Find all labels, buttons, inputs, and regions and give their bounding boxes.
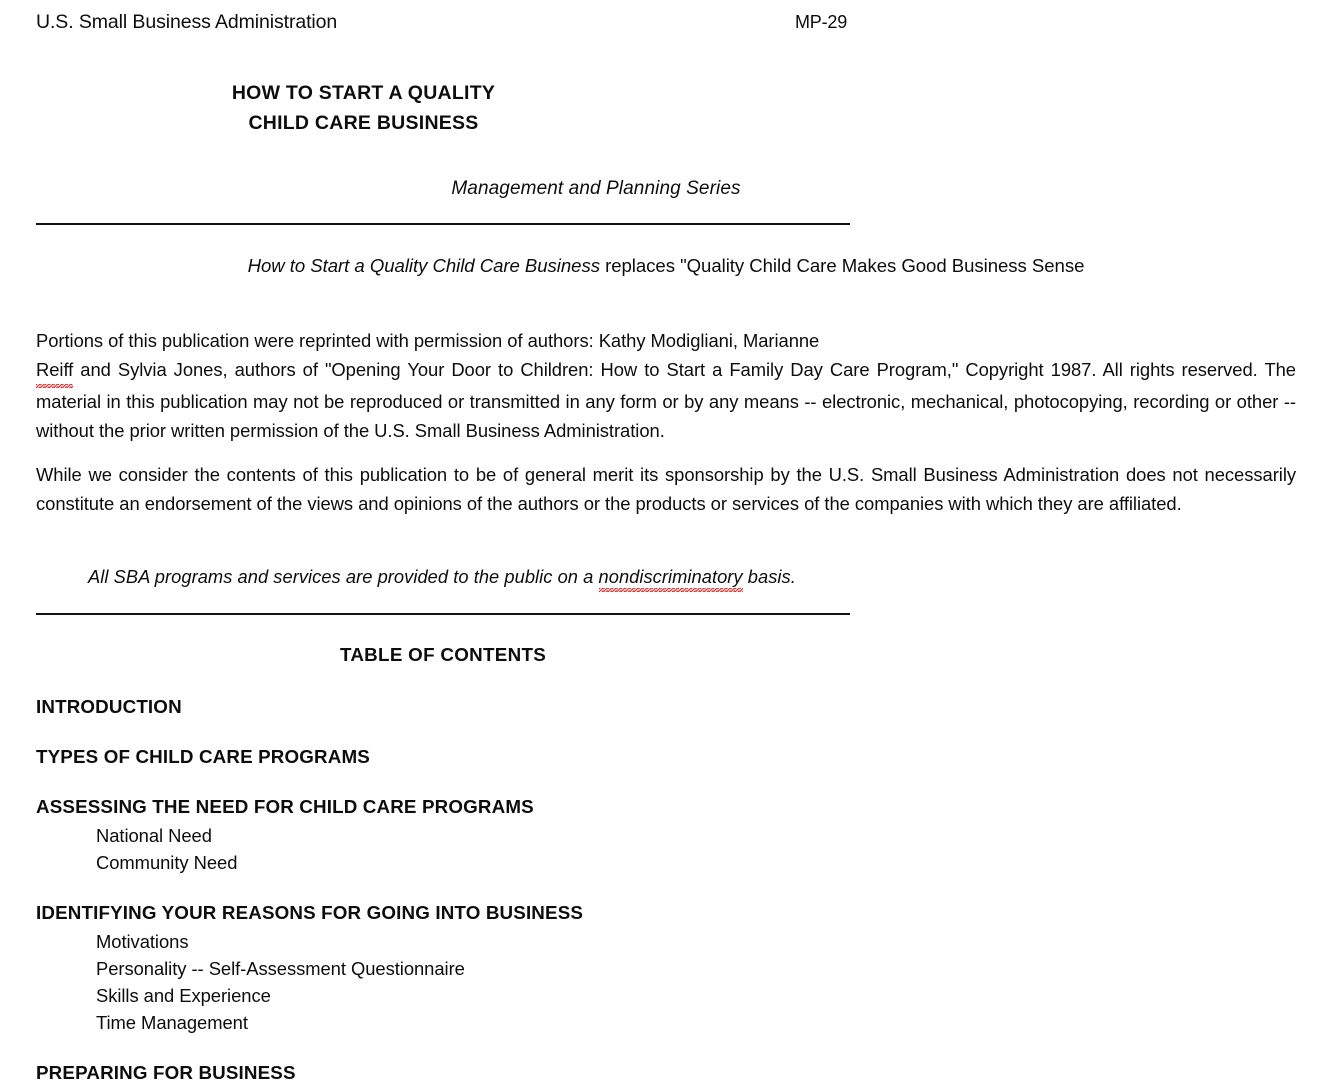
toc-group bbox=[36, 900, 936, 1036]
nondiscrimination-prefix: All SBA programs and services are provided to the public on a bbox=[88, 566, 599, 587]
table-of-contents bbox=[36, 694, 936, 1088]
document-title-block bbox=[36, 78, 691, 138]
toc-group bbox=[36, 1060, 936, 1086]
divider-rule-top bbox=[36, 223, 850, 225]
replaces-note bbox=[36, 255, 1296, 277]
misspelled-word-reiff[interactable]: Reiff bbox=[36, 356, 73, 389]
permission-first-line: Portions of this publication were reprinted with permission of authors: Kathy Modigliani, Marianne bbox=[36, 330, 820, 351]
toc-heading-introduction[interactable]: INTRODUCTION bbox=[36, 696, 182, 717]
document-code: MP-29 bbox=[795, 12, 848, 32]
toc-heading-preparing-for-business[interactable]: PREPARING FOR BUSINESS bbox=[36, 1062, 296, 1083]
toc-item-time-management[interactable]: Time Management bbox=[96, 1012, 248, 1033]
toc-heading-assessing-the-need[interactable]: ASSESSING THE NEED FOR CHILD CARE PROGRAMS bbox=[36, 796, 534, 817]
permission-paragraph bbox=[36, 327, 1296, 445]
nondiscrimination-note bbox=[88, 566, 796, 592]
disclaimer-paragraph: While we consider the contents of this publication to be of general merit its sponsorship by the U.S. Small Business Administration does not necessarily constitute an endorsement of the views and opinions of the authors or the products or services of the companies with which they are affiliated. bbox=[36, 464, 1296, 514]
table-of-contents-title: TABLE OF CONTENTS bbox=[339, 644, 547, 665]
permission-remainder: and Sylvia Jones, authors of "Opening Your Door to Children: How to Start a Family Day Care Program," Copyright 1987. All rights reserved. The material in this publication may not be reproduced or transmitted in any form or by any means -- electronic, mechanical, photocopying, recording or other -- without the prior written permission of the U.S. Small Business Administration. bbox=[36, 358, 1296, 441]
toc-group bbox=[36, 794, 936, 876]
toc-item-skills-and-experience[interactable]: Skills and Experience bbox=[96, 985, 271, 1006]
series-subtitle: Management and Planning Series bbox=[451, 178, 741, 199]
toc-heading-identifying-your-reasons[interactable]: IDENTIFYING YOUR REASONS FOR GOING INTO BUSINESS bbox=[36, 902, 584, 923]
toc-item-motivations[interactable]: Motivations bbox=[96, 931, 189, 952]
toc-group bbox=[36, 744, 936, 770]
replaces-note-rest: replaces "Quality Child Care Makes Good Business Sense bbox=[599, 255, 1085, 276]
misspelled-word-nondiscriminatory[interactable]: nondiscriminatory bbox=[599, 566, 743, 592]
toc-heading-types-of-child-care-programs[interactable]: TYPES OF CHILD CARE PROGRAMS bbox=[36, 746, 370, 767]
title-line-1: HOW TO START A QUALITY bbox=[231, 82, 496, 104]
running-head bbox=[36, 11, 1296, 37]
agency-name: U.S. Small Business Administration bbox=[36, 11, 338, 33]
toc-item-national-need[interactable]: National Need bbox=[96, 825, 212, 846]
toc-group bbox=[36, 694, 936, 720]
nondiscrimination-suffix: basis. bbox=[742, 566, 796, 587]
replaces-note-title: How to Start a Quality Child Care Business bbox=[247, 255, 600, 276]
title-line-2: CHILD CARE BUSINESS bbox=[248, 112, 479, 134]
toc-item-community-need[interactable]: Community Need bbox=[96, 852, 238, 873]
toc-item-personality-self-assessment[interactable]: Personality -- Self-Assessment Questionnaire bbox=[96, 958, 465, 979]
divider-rule-middle bbox=[36, 613, 850, 615]
